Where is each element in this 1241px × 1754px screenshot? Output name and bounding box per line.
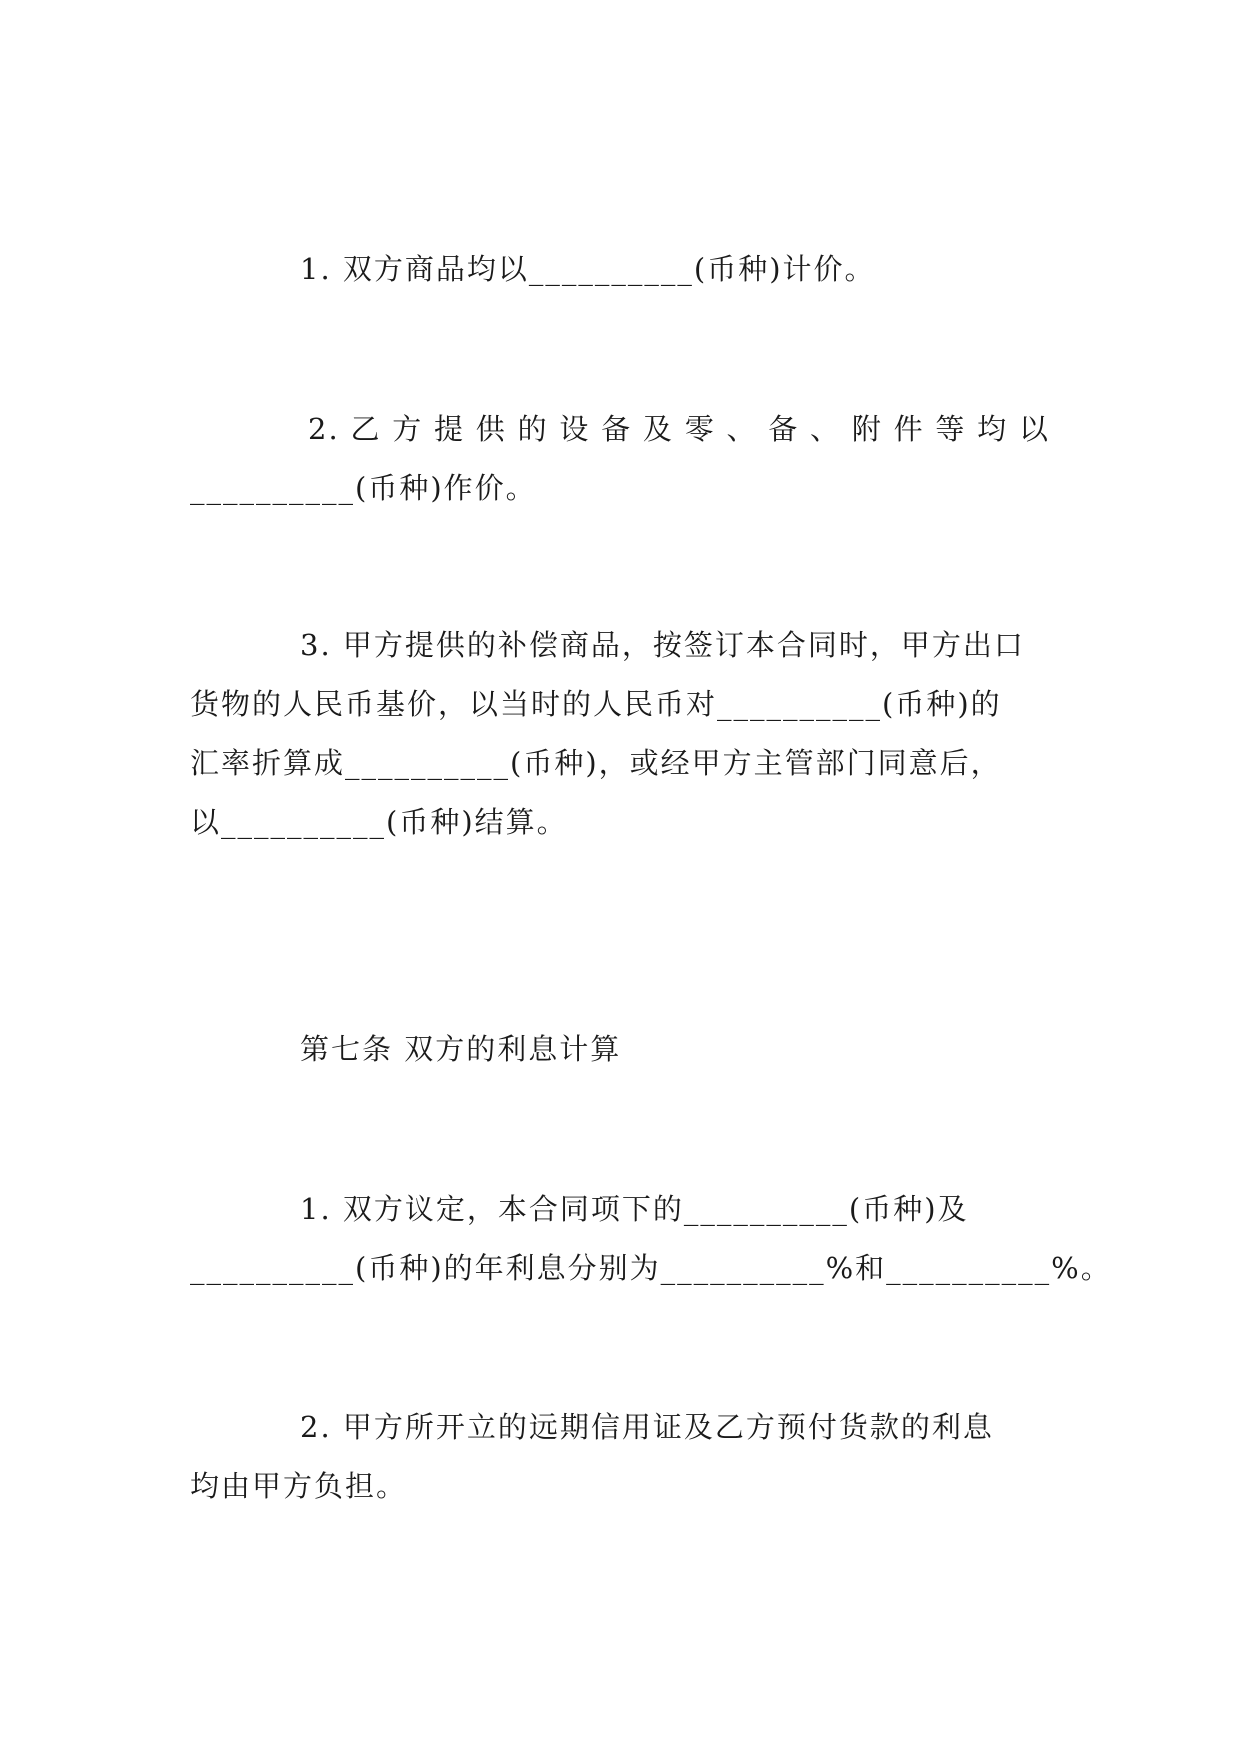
- clause-3-line-4: 以__________(币种)结算。: [190, 805, 568, 839]
- article-7-item-2: [190, 1398, 1050, 1516]
- clause-3-line-2: 货物的人民币基价，以当时的人民币对__________(币种)的: [190, 687, 1002, 721]
- article-7-item-2-line-1: 2. 甲方所开立的远期信用证及乙方预付货款的利息: [300, 1410, 994, 1444]
- article-7-heading: [190, 1020, 1050, 1079]
- article-7-item-1-line-2: __________(币种)的年利息分别为__________%和__________%。: [190, 1251, 1112, 1285]
- article-7-item-1-line-1: 1. 双方议定，本合同项下的__________(币种)及: [300, 1192, 969, 1226]
- clause-2-line-1: 2. 乙 方 提 供 的 设 备 及 零 、 备 、 附 件 等 均 以: [308, 412, 1050, 446]
- article-7-item-2-line-2: 均由甲方负担。: [190, 1469, 408, 1503]
- article-7-heading-text: 第七条 双方的利息计算: [300, 1032, 622, 1066]
- clause-1-text: 1. 双方商品均以__________(币种)计价。: [300, 252, 876, 286]
- clause-3: [190, 616, 1050, 852]
- clause-2-line-2: __________(币种)作价。: [190, 471, 537, 505]
- clause-3-line-1: 3. 甲方提供的补偿商品，按签订本合同时，甲方出口: [300, 628, 1025, 662]
- article-7-item-1: [190, 1180, 1112, 1298]
- clause-1: [190, 240, 1050, 299]
- clause-2: [190, 400, 1050, 518]
- clause-3-line-3: 汇率折算成__________(币种)，或经甲方主管部门同意后，: [190, 746, 1002, 780]
